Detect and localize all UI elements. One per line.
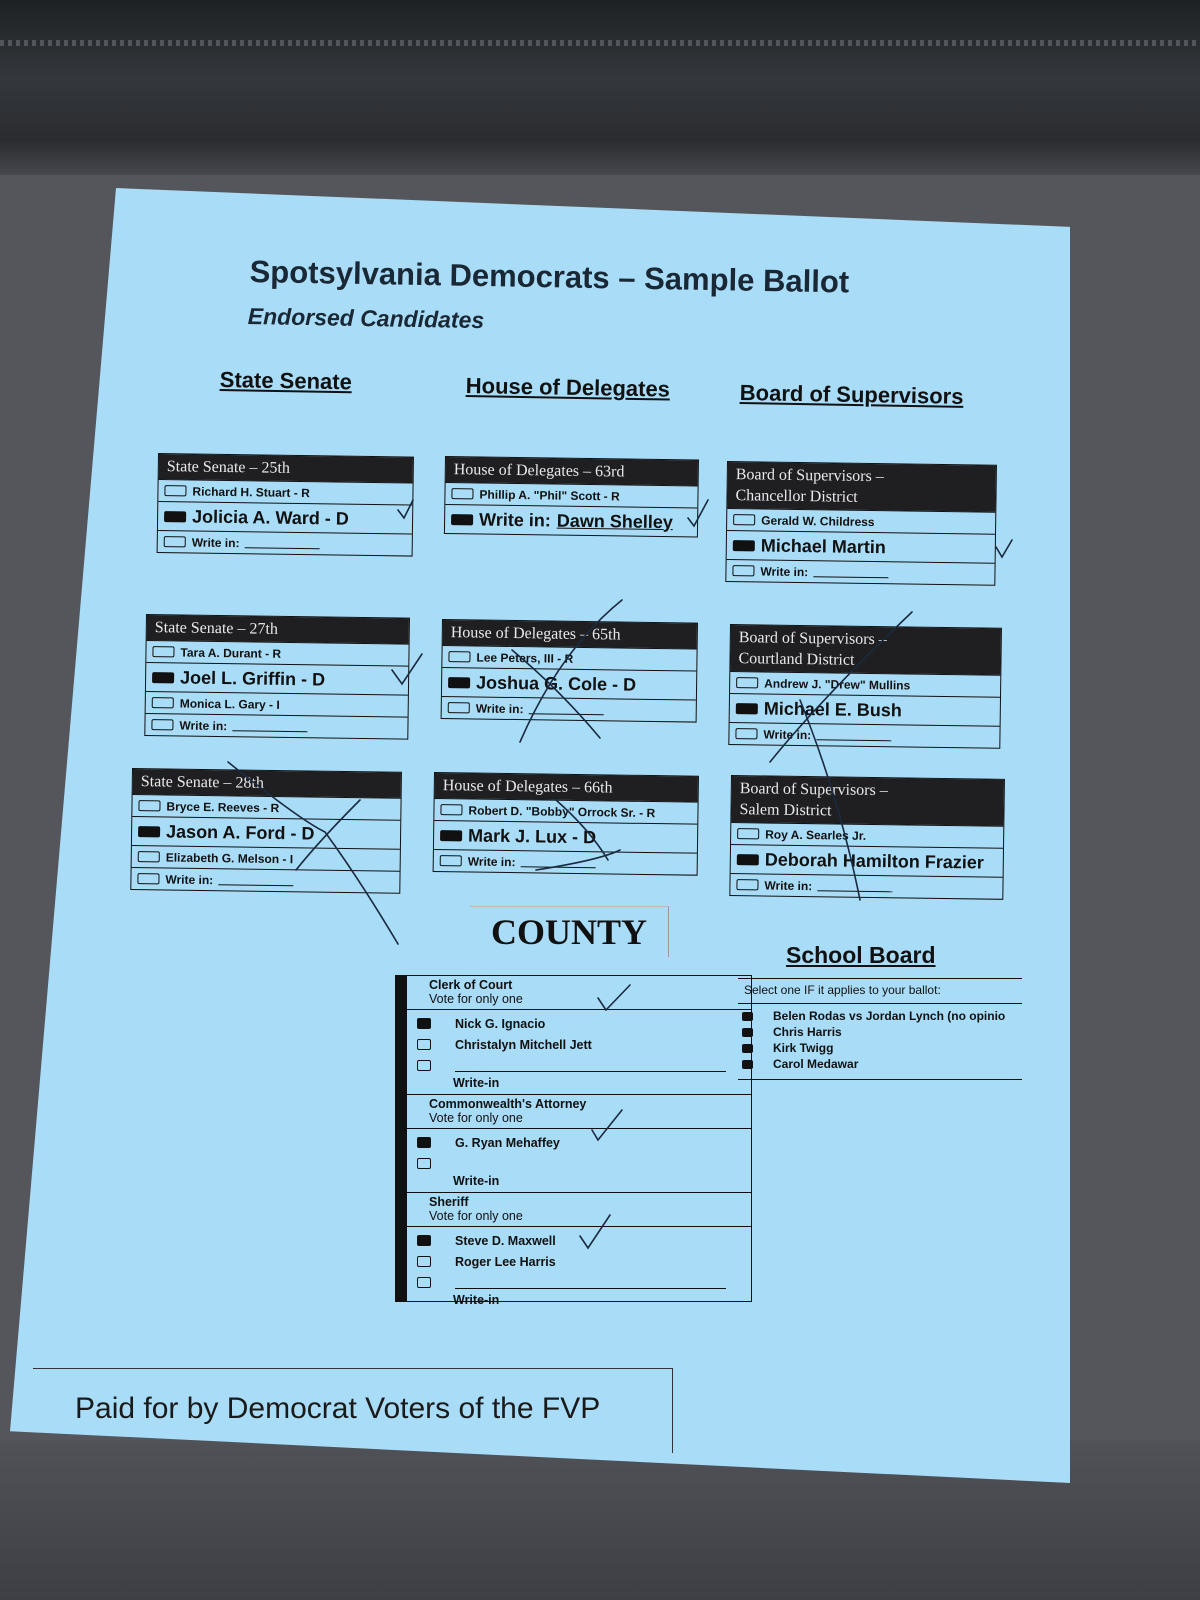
write-in-label: Write in: — [179, 717, 228, 733]
write-in-label: Write in: — [467, 853, 516, 869]
option-label: Chris Harris — [773, 1025, 842, 1039]
ballot-subtitle: Endorsed Candidates — [247, 303, 485, 334]
option-label: Belen Rodas vs Jordan Lynch (no opinio — [773, 1009, 1006, 1023]
candidate-name: Joel L. Griffin - D — [179, 666, 326, 690]
candidate-name: Michael E. Bush — [763, 697, 903, 720]
race-header: House of Delegates – 65th — [443, 620, 697, 649]
check-mark — [398, 500, 413, 518]
candidate-name: Michael Martin — [760, 534, 886, 557]
candidate-name: Tara A. Durant - R — [180, 644, 282, 661]
write-in-label: Write in: — [763, 726, 812, 742]
cross-out-line — [228, 762, 398, 944]
candidate-name: Phillip A. "Phil" Scott - R — [479, 486, 620, 503]
cross-out-line — [800, 700, 860, 900]
race-header-line-2: Chancellor District — [735, 487, 858, 506]
option-label: Carol Medawar — [773, 1057, 859, 1071]
candidate-name: Joshua G. Cole - D — [475, 671, 637, 695]
candidate-name: Roy A. Searles Jr. — [765, 826, 867, 843]
write-in-label: Write in: — [191, 534, 240, 550]
candidate-name: Richard H. Stuart - R — [192, 483, 310, 500]
race-header: State Senate – 28th — [133, 769, 401, 798]
candidate-name: Lee Peters, III - R — [476, 649, 574, 666]
vote-instruction: Vote for only one — [429, 1209, 523, 1223]
race-header: House of Delegates – 63rd — [446, 457, 698, 486]
candidate-name: G. Ryan Mehaffey — [455, 1135, 560, 1150]
candidate-name: Christalyn Mitchell Jett — [455, 1037, 592, 1052]
race-header: House of Delegates – 66th — [435, 773, 698, 802]
write-in-label: Write in: — [165, 871, 214, 887]
check-mark — [598, 985, 630, 1010]
check-mark — [592, 1110, 622, 1140]
write-in-label: Write-in — [453, 1076, 500, 1090]
candidate-name: Gerald W. Childress — [761, 512, 875, 529]
candidate-name: Elizabeth G. Melson - I — [165, 849, 294, 866]
cross-out-line — [770, 612, 912, 762]
cross-out-line — [512, 650, 600, 738]
option-label: Kirk Twigg — [773, 1041, 834, 1055]
vote-instruction: Vote for only one — [429, 992, 523, 1006]
check-mark — [580, 1215, 610, 1248]
write-in-label: Write-in — [453, 1293, 500, 1307]
candidate-name: Jolicia A. Ward - D — [191, 505, 349, 529]
school-board-heading: School Board — [786, 942, 936, 968]
county-title: COUNTY — [470, 906, 669, 957]
candidate-name: Nick G. Ignacio — [455, 1016, 546, 1031]
candidate-name: Roger Lee Harris — [455, 1254, 556, 1269]
candidate-name: Steve D. Maxwell — [455, 1233, 556, 1248]
column-heading-state-senate: State Senate — [219, 367, 353, 395]
candidate-name: Andrew J. "Drew" Mullins — [764, 675, 911, 693]
race-header: State Senate – 27th — [147, 615, 409, 644]
race-header-line-2: Courtland District — [738, 650, 855, 669]
check-mark — [392, 654, 422, 684]
ballot-title: Spotsylvania Democrats – Sample Ballot — [249, 254, 850, 300]
cross-out-line — [556, 800, 608, 860]
candidate-name: Deborah Hamilton Frazier — [764, 848, 984, 873]
paid-for-by-footer: Paid for by Democrat Voters of the FVP — [33, 1368, 673, 1453]
write-in-label: Write-in — [453, 1174, 500, 1188]
candidate-name: Bryce E. Reeves - R — [166, 798, 280, 815]
race-header-line-1: Board of Supervisors – — [735, 466, 884, 486]
race-header-line-1: Board of Supervisors – — [738, 629, 887, 649]
write-in-value: Dawn Shelley — [556, 510, 673, 532]
write-in-label: Write in: — [764, 877, 813, 893]
office-name: Sheriff — [429, 1195, 469, 1209]
write-in-label: Write in: — [478, 508, 551, 530]
write-in-label: Write in: — [475, 700, 524, 716]
column-heading-board-of-supervisors: Board of Supervisors — [739, 380, 964, 409]
candidate-name: Jason A. Ford - D — [165, 820, 315, 844]
candidate-name: Monica L. Gary - I — [179, 695, 280, 712]
office-name: Clerk of Court — [429, 978, 513, 992]
column-heading-house-of-delegates: House of Delegates — [465, 373, 671, 402]
race-header: State Senate – 25th — [159, 454, 413, 483]
office-name: Commonwealth's Attorney — [429, 1097, 587, 1111]
candidate-name: Mark J. Lux - D — [467, 824, 597, 847]
race-header-line-2: Salem District — [739, 801, 832, 820]
write-in-label: Write in: — [760, 563, 809, 579]
check-mark — [688, 500, 708, 526]
school-board-note: Select one IF it applies to your ballot: — [738, 979, 1022, 1004]
race-header-line-1: Board of Supervisors – — [739, 780, 888, 800]
check-mark — [996, 540, 1012, 557]
vote-instruction: Vote for only one — [429, 1111, 523, 1125]
candidate-name: Robert D. "Bobby" Orrock Sr. - R — [468, 802, 656, 820]
